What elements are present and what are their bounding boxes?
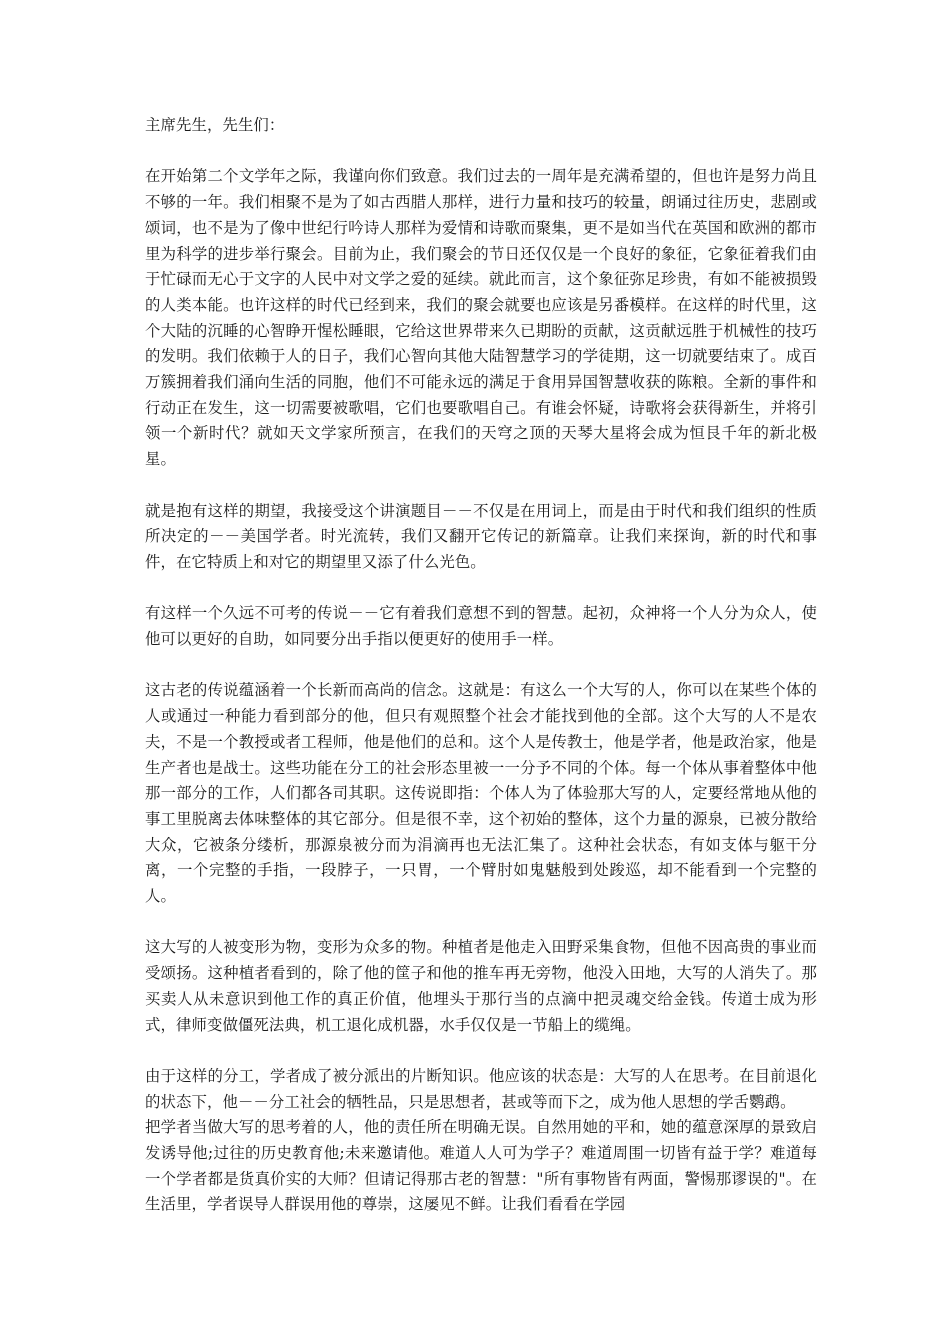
paragraph-3: 有这样一个久远不可考的传说－－它有着我们意想不到的智慧。起初，众神将一个人分为众人，使他可以更好的自助，如同要分出手指以便更好的使用手一样。 [145, 604, 817, 649]
paragraph-1: 在开始第二个文学年之际，我谨向你们致意。我们过去的一周年是充满希望的，但也许是努力尚且不够的一年。我们相聚不是为了如古西腊人那样，进行力量和技巧的较量，朗诵过往历史，悲剧或颂词，也不是为了像中世纪行吟诗人那样为爱情和诗歌而聚集，更不是如当代在英国和欧洲的都市里为科学的进步举行聚会。目前为止，我们聚会的节日还仅仅是一个良好的象征，它象征着我们由于忙碌而无心于文字的人民中对文学之爱的延续。就此而言，这个象征弥足珍贵，有如不能被损毁的人类本能。也许这样的时代已经到来，我们的聚会就要也应该是另番模样。在这样的时代里，这个大陆的沉睡的心智睁开惺松睡眼，它给这世界带来久已期盼的贡献，这贡献远胜于机械性的技巧的发明。我们依赖于人的日子，我们心智向其他大陆智慧学习的学徒期，这一切就要结束了。成百万簇拥着我们涌向生活的同胞，他们不可能永远的满足于食用异国智慧收获的陈粮。全新的事件和行动正在发生，这一切需要被歌唱，它们也要歌唱自己。有谁会怀疑，诗歌将会获得新生，并将引领一个新时代？就如天文学家所预言，在我们的天穹之顶的天琴大星将会成为恒艮千年的新北极星。 [145, 167, 817, 469]
paragraph-5: 这大写的人被变形为物，变形为众多的物。种植者是他走入田野采集食物，但他不因高贵的事业而受颂扬。这种植者看到的，除了他的筐子和他的推车再无旁物，他没入田地，大写的人消失了。那买卖人从未意识到他工作的真正价值，他埋头于那行当的点滴中把灵魂交给金钱。传道士成为形式，律师变做僵死法典，机工退化成机器，水手仅仅是一节船上的缆绳。 [145, 938, 817, 1034]
paragraph-7: 把学者当做大写的思考着的人，他的责任所在明确无误。自然用她的平和，她的蕴意深厚的景致启发诱导他;过往的历史教育他;未来邀请他。难道人人可为学子？难道周围一切皆有益于学？难道每一个学者都是货真价实的大师？但请记得那古老的智慧："所有事物皆有两面，警惕那谬误的"。在生活里，学者误导人群误用他的尊崇，这屡见不鲜。让我们看看在学园 [145, 1118, 817, 1214]
paragraph-6: 由于这样的分工，学者成了被分派出的片断知识。他应该的状态是：大写的人在思考。在目前退化的状态下，他－－分工社会的牺牲品，只是思想者，甚或等而下之，成为他人思想的学舌鹦鹉。 [145, 1066, 817, 1111]
paragraph-2: 就是抱有这样的期望，我接受这个讲演题目－－不仅是在用词上，而是由于时代和我们组织的性质所决定的－－美国学者。时光流转，我们又翻开它传记的新篇章。让我们来探询，新的时代和事件，在它特质上和对它的期望里又添了什么光色。 [145, 501, 817, 571]
paragraph-4: 这古老的传说蕴涵着一个长新而高尚的信念。这就是：有这么一个大写的人，你可以在某些个体的人或通过一种能力看到部分的他，但只有观照整个社会才能找到他的全部。这个大写的人不是农夫，不是一个教授或者工程师，他是他们的总和。这个人是传教士，他是学者，他是政治家，他是生产者也是战士。这些功能在分工的社会形态里被一一分予不同的个体。每一个体从事着整体中他那一部分的工作，人们都各司其职。这传说即指：个体人为了体验那大写的人，定要经常地从他的事工里脱离去体味整体的其它部分。但是很不幸，这个初始的整体，这个力量的源泉，已被分散给大众，它被条分缕析，那源泉被分而为涓滴再也无法汇集了。这种社会状态，有如支体与躯干分离，一个完整的手指，一段脖子，一只胃，一个臂肘如鬼魅般到处踆巡，却不能看到一个完整的人。 [145, 681, 817, 906]
salutation: 主席先生，先生们： [145, 116, 285, 134]
document-page [145, 113, 817, 1218]
